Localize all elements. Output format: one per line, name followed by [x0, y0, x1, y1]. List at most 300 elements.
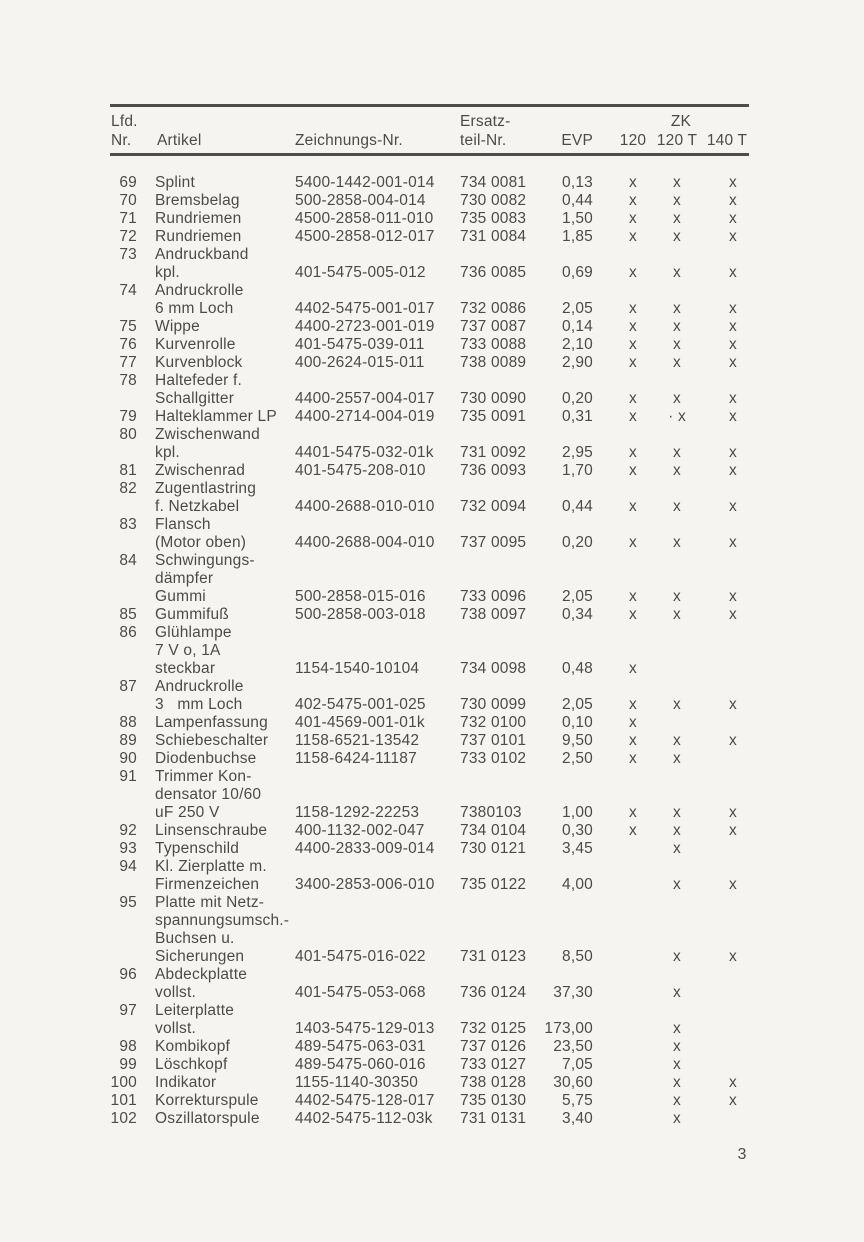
row-nr: 101	[110, 1092, 137, 1109]
table-row	[0, 858, 864, 894]
part-number: 733 0088	[460, 336, 527, 353]
price-evp: 2,05	[562, 696, 593, 713]
row-nr: 88	[119, 714, 137, 731]
zk-140t-mark: x	[729, 444, 737, 461]
price-evp: 1,85	[562, 228, 593, 245]
column-header-120: 120	[619, 132, 647, 149]
article-line: Schallgitter	[155, 390, 235, 407]
column-header-lfd-nr	[111, 112, 138, 150]
zk-140t-mark: x	[729, 228, 737, 245]
zk-120-mark: x	[629, 354, 637, 371]
zk-120t-mark: x	[673, 318, 681, 335]
zk-120t-mark: x	[673, 1020, 681, 1037]
price-evp: 2,05	[562, 300, 593, 317]
article-line: Splint	[155, 174, 195, 191]
drawing-number: 4402-5475-112-03k	[295, 1110, 433, 1127]
article-name	[155, 714, 305, 732]
zk-120-mark: x	[629, 318, 637, 335]
zk-140t-mark: x	[729, 354, 737, 371]
table-row	[0, 174, 864, 192]
part-number: 732 0100	[460, 714, 527, 731]
row-nr: 102	[110, 1110, 137, 1127]
drawing-number: 4401-5475-032-01k	[295, 444, 434, 461]
drawing-number: 500-2858-004-014	[295, 192, 426, 209]
price-evp: 0,10	[562, 714, 593, 731]
article-line: kpl.	[155, 264, 180, 281]
zk-140t-mark: x	[729, 1092, 737, 1109]
row-nr: 70	[119, 192, 137, 209]
table-row	[0, 228, 864, 246]
article-line: Schwingungs-	[155, 552, 255, 569]
zk-120t-mark: x	[673, 462, 681, 479]
article-name	[155, 1074, 305, 1092]
drawing-number: 1403-5475-129-013	[295, 1020, 435, 1037]
price-evp: 0,20	[562, 534, 593, 551]
part-number: 734 0098	[460, 660, 527, 677]
zk-120-mark: x	[629, 732, 637, 749]
table-row	[0, 1074, 864, 1092]
row-nr: 73	[119, 246, 137, 263]
price-evp: 0,30	[562, 822, 593, 839]
row-nr: 89	[119, 732, 137, 749]
zk-140t-mark: x	[729, 210, 737, 227]
article-line: steckbar	[155, 660, 216, 677]
drawing-number: 4400-2688-010-010	[295, 498, 435, 515]
zk-140t-mark: x	[729, 948, 737, 965]
article-name	[155, 678, 305, 714]
article-name	[155, 1038, 305, 1056]
part-number: 731 0084	[460, 228, 527, 245]
table-row	[0, 246, 864, 282]
drawing-number: 489-5475-060-016	[295, 1056, 426, 1073]
zk-120t-mark: x	[673, 822, 681, 839]
drawing-number: 1158-6424-11187	[295, 750, 417, 767]
table-row	[0, 678, 864, 714]
article-line: Haltefeder f.	[155, 372, 243, 389]
price-evp: 23,50	[553, 1038, 593, 1055]
row-nr: 86	[119, 624, 137, 641]
row-nr: 96	[119, 966, 137, 983]
article-line: Kl. Zierplatte m.	[155, 858, 267, 875]
table-row	[0, 516, 864, 552]
zk-120t-mark: x	[673, 696, 681, 713]
table-row	[0, 552, 864, 606]
zk-120-mark: x	[629, 588, 637, 605]
row-nr: 91	[119, 768, 137, 785]
article-line: Flansch	[155, 516, 211, 533]
row-nr: 79	[119, 408, 137, 425]
table-body	[0, 174, 864, 1128]
article-name	[155, 282, 305, 318]
zk-120-mark: x	[629, 228, 637, 245]
drawing-number: 401-5475-208-010	[295, 462, 426, 479]
table-row	[0, 1002, 864, 1038]
zk-120t-mark: x	[673, 210, 681, 227]
price-evp: 2,10	[562, 336, 593, 353]
part-number: 735 0083	[460, 210, 527, 227]
drawing-number: 4402-5475-001-017	[295, 300, 435, 317]
zk-120t-mark: x	[673, 336, 681, 353]
row-nr: 97	[119, 1002, 137, 1019]
zk-140t-mark: x	[729, 174, 737, 191]
zk-140t-mark: x	[729, 696, 737, 713]
price-evp: 7,05	[562, 1056, 593, 1073]
part-number: 732 0125	[460, 1020, 527, 1037]
column-group-header-zk: ZK	[670, 113, 692, 130]
price-evp: 8,50	[562, 948, 593, 965]
article-line: Gummifuß	[155, 606, 229, 623]
row-nr: 69	[119, 174, 137, 191]
part-number: 733 0127	[460, 1056, 527, 1073]
article-name	[155, 1110, 305, 1128]
drawing-number: 500-2858-003-018	[295, 606, 426, 623]
drawing-number: 1158-1292-22253	[295, 804, 420, 821]
zk-120t-mark: x	[673, 984, 681, 1001]
table-row	[0, 426, 864, 462]
part-number: 737 0126	[460, 1038, 527, 1055]
article-name	[155, 318, 305, 336]
header-ersatz-line2: teil-Nr.	[460, 132, 507, 149]
table-row	[0, 1038, 864, 1056]
zk-140t-mark: x	[729, 534, 737, 551]
table-row	[0, 966, 864, 1002]
zk-120t-mark: x	[673, 534, 681, 551]
price-evp: 5,75	[562, 1092, 593, 1109]
table-row	[0, 732, 864, 750]
part-number: 735 0091	[460, 408, 527, 425]
part-number: 732 0086	[460, 300, 527, 317]
drawing-number: 4500-2858-011-010	[295, 210, 434, 227]
row-nr: 90	[119, 750, 137, 767]
article-line: Linsenschraube	[155, 822, 268, 839]
zk-120t-mark: x	[673, 840, 681, 857]
article-line: Kurvenblock	[155, 354, 243, 371]
article-line: 7 V o, 1A	[155, 642, 221, 659]
part-number: 735 0122	[460, 876, 527, 893]
table-row	[0, 480, 864, 516]
zk-120t-mark: x	[673, 354, 681, 371]
price-evp: 30,60	[553, 1074, 593, 1091]
zk-120-mark: x	[629, 696, 637, 713]
table-row	[0, 372, 864, 408]
article-name	[155, 966, 305, 1002]
zk-120t-mark: x	[673, 588, 681, 605]
row-nr: 99	[119, 1056, 137, 1073]
price-evp: 0,48	[562, 660, 593, 677]
header-lfd-line1: Lfd.	[111, 113, 138, 130]
article-line: densator 10/60	[155, 786, 262, 803]
drawing-number: 5400-1442-001-014	[295, 174, 435, 191]
price-evp: 2,50	[562, 750, 593, 767]
drawing-number: 489-5475-063-031	[295, 1038, 426, 1055]
article-line: Zwischenrad	[155, 462, 246, 479]
column-header-evp: EVP	[561, 132, 593, 149]
row-nr: 87	[119, 678, 137, 695]
article-name	[155, 750, 305, 768]
article-name	[155, 246, 305, 282]
part-number: 733 0102	[460, 750, 527, 767]
article-line: uF 250 V	[155, 804, 220, 821]
price-evp: 0,20	[562, 390, 593, 407]
price-evp: 1,00	[562, 804, 593, 821]
article-line: f. Netzkabel	[155, 498, 240, 515]
drawing-number: 4400-2833-009-014	[295, 840, 435, 857]
part-number: 7380103	[460, 804, 522, 821]
header-ersatz-line1: Ersatz-	[460, 113, 511, 130]
zk-120-mark: x	[629, 408, 637, 425]
article-name	[155, 1002, 305, 1038]
zk-120t-mark: x	[673, 804, 681, 821]
drawing-number: 400-2624-015-011	[295, 354, 425, 371]
column-header-zeichnungs-nr: Zeichnungs-Nr.	[295, 132, 403, 149]
drawing-number: 1158-6521-13542	[295, 732, 420, 749]
article-line: Korrekturspule	[155, 1092, 259, 1109]
row-nr: 83	[119, 516, 137, 533]
zk-120t-mark: x	[673, 390, 681, 407]
drawing-number: 4400-2714-004-019	[295, 408, 435, 425]
article-line: Löschkopf	[155, 1056, 228, 1073]
article-name	[155, 858, 305, 894]
article-name	[155, 552, 305, 606]
zk-120t-mark: x	[673, 300, 681, 317]
zk-120t-mark: x	[673, 264, 681, 281]
row-nr: 72	[119, 228, 137, 245]
article-line: Buchsen u.	[155, 930, 235, 947]
article-line: Wippe	[155, 318, 200, 335]
article-line: Rundriemen	[155, 228, 242, 245]
zk-120t-mark: x	[673, 750, 681, 767]
article-line: Kombikopf	[155, 1038, 231, 1055]
table-row	[0, 750, 864, 768]
zk-140t-mark: x	[729, 462, 737, 479]
zk-120t-mark: x	[673, 876, 681, 893]
part-number: 738 0089	[460, 354, 527, 371]
zk-120t-mark: x	[673, 606, 681, 623]
drawing-number: 4500-2858-012-017	[295, 228, 435, 245]
article-name	[155, 480, 305, 516]
zk-120-mark: x	[629, 210, 637, 227]
article-name	[155, 426, 305, 462]
article-name	[155, 606, 305, 624]
price-evp: 1,50	[562, 210, 593, 227]
zk-140t-mark: x	[729, 822, 737, 839]
article-name	[155, 354, 305, 372]
article-name	[155, 372, 305, 408]
article-line: Kurvenrolle	[155, 336, 236, 353]
part-number: 734 0104	[460, 822, 527, 839]
table-row	[0, 336, 864, 354]
article-line: Gummi	[155, 588, 206, 605]
part-number: 731 0123	[460, 948, 527, 965]
article-line: Rundriemen	[155, 210, 242, 227]
table-row	[0, 840, 864, 858]
table-row	[0, 606, 864, 624]
table-row	[0, 1092, 864, 1110]
part-number: 734 0081	[460, 174, 527, 191]
table-row	[0, 822, 864, 840]
row-nr: 74	[119, 282, 137, 299]
article-line: Glühlampe	[155, 624, 232, 641]
part-number: 737 0101	[460, 732, 527, 749]
zk-120-mark: x	[629, 750, 637, 767]
article-line: 3 mm Loch	[155, 696, 243, 713]
zk-120t-mark: x	[673, 174, 681, 191]
drawing-number: 401-5475-053-068	[295, 984, 426, 1001]
article-name	[155, 768, 305, 822]
price-evp: 9,50	[562, 732, 593, 749]
table-header	[0, 112, 864, 152]
zk-140t-mark: x	[729, 336, 737, 353]
part-number: 737 0087	[460, 318, 527, 335]
price-evp: 3,45	[562, 840, 593, 857]
article-line: Zwischenwand	[155, 426, 260, 443]
drawing-number: 4400-2557-004-017	[295, 390, 435, 407]
row-nr: 80	[119, 426, 137, 443]
zk-140t-mark: x	[729, 876, 737, 893]
price-evp: 0,14	[562, 318, 593, 335]
drawing-number: 1155-1140-30350	[295, 1074, 419, 1091]
article-name	[155, 732, 305, 750]
row-nr: 98	[119, 1038, 137, 1055]
article-name	[155, 1092, 305, 1110]
zk-140t-mark: x	[729, 498, 737, 515]
article-line: Andruckrolle	[155, 282, 244, 299]
article-line: spannungsumsch.-	[155, 912, 290, 929]
row-nr: 77	[119, 354, 137, 371]
article-name	[155, 462, 305, 480]
page-number: 3	[737, 1146, 747, 1163]
article-line: kpl.	[155, 444, 180, 461]
row-nr: 94	[119, 858, 137, 875]
part-number: 735 0130	[460, 1092, 527, 1109]
zk-140t-mark: x	[729, 1074, 737, 1091]
table-row	[0, 282, 864, 318]
zk-120-mark: x	[629, 390, 637, 407]
row-nr: 100	[110, 1074, 137, 1091]
row-nr: 82	[119, 480, 137, 497]
row-nr: 93	[119, 840, 137, 857]
price-evp: 1,70	[562, 462, 593, 479]
article-name	[155, 840, 305, 858]
zk-120-mark: x	[629, 300, 637, 317]
zk-120t-mark: x	[673, 192, 681, 209]
price-evp: 173,00	[544, 1020, 593, 1037]
zk-140t-mark: x	[729, 264, 737, 281]
zk-140t-mark: x	[729, 390, 737, 407]
article-name	[155, 192, 305, 210]
row-nr: 92	[119, 822, 137, 839]
article-name	[155, 210, 305, 228]
part-number: 730 0082	[460, 192, 527, 209]
part-number: 736 0093	[460, 462, 527, 479]
table-row	[0, 354, 864, 372]
zk-120t-mark: x	[673, 1110, 681, 1127]
drawing-number: 500-2858-015-016	[295, 588, 426, 605]
article-line: vollst.	[155, 1020, 197, 1037]
table-row	[0, 894, 864, 966]
row-nr: 81	[119, 462, 137, 479]
article-line: Indikator	[155, 1074, 217, 1091]
zk-140t-mark: x	[729, 318, 737, 335]
zk-120t-mark: x	[673, 948, 681, 965]
row-nr: 84	[119, 552, 137, 569]
zk-120-mark: x	[629, 174, 637, 191]
table-row	[0, 318, 864, 336]
zk-120t-mark: x	[673, 1074, 681, 1091]
price-evp: 37,30	[553, 984, 593, 1001]
drawing-number: 402-5475-001-025	[295, 696, 426, 713]
zk-140t-mark: x	[729, 588, 737, 605]
part-number: 730 0099	[460, 696, 527, 713]
article-line: Zugentlastring	[155, 480, 257, 497]
row-nr: 78	[119, 372, 137, 389]
zk-120t-mark: x	[673, 732, 681, 749]
table-row	[0, 408, 864, 426]
price-evp: 0,31	[562, 408, 593, 425]
zk-140t-mark: x	[729, 192, 737, 209]
zk-120-mark: x	[629, 498, 637, 515]
price-evp: 0,44	[562, 498, 593, 515]
header-rule-top	[110, 104, 749, 107]
part-number: 731 0092	[460, 444, 527, 461]
table-row	[0, 1056, 864, 1074]
part-number: 736 0085	[460, 264, 527, 281]
drawing-number: 4400-2688-004-010	[295, 534, 435, 551]
price-evp: 4,00	[562, 876, 593, 893]
zk-140t-mark: x	[729, 300, 737, 317]
row-nr: 75	[119, 318, 137, 335]
article-line: (Motor oben)	[155, 534, 247, 551]
table-row	[0, 210, 864, 228]
part-number: 731 0131	[460, 1110, 527, 1127]
price-evp: 3,40	[562, 1110, 593, 1127]
price-evp: 2,95	[562, 444, 593, 461]
zk-120t-mark: x	[673, 498, 681, 515]
part-number: 733 0096	[460, 588, 527, 605]
drawing-number: 401-5475-016-022	[295, 948, 426, 965]
article-line: Oszillatorspule	[155, 1110, 260, 1127]
zk-120-mark: x	[629, 606, 637, 623]
zk-120-mark: x	[629, 336, 637, 353]
article-line: Andruckrolle	[155, 678, 244, 695]
zk-120-mark: x	[629, 462, 637, 479]
article-name	[155, 228, 305, 246]
part-number: 730 0121	[460, 840, 527, 857]
column-header-artikel: Artikel	[157, 132, 202, 149]
zk-120t-mark: x	[673, 1056, 681, 1073]
article-line: Halteklammer LP	[155, 408, 277, 425]
drawing-number: 4400-2723-001-019	[295, 318, 435, 335]
article-name	[155, 822, 305, 840]
drawing-number: 401-4569-001-01k	[295, 714, 425, 731]
price-evp: 2,05	[562, 588, 593, 605]
drawing-number: 3400-2853-006-010	[295, 876, 435, 893]
article-name	[155, 408, 305, 426]
table-row	[0, 192, 864, 210]
article-line: Firmenzeichen	[155, 876, 260, 893]
row-nr: 76	[119, 336, 137, 353]
header-rule-bottom	[110, 153, 749, 156]
article-name	[155, 624, 305, 678]
article-line: Bremsbelag	[155, 192, 240, 209]
part-number: 737 0095	[460, 534, 527, 551]
article-line: Sicherungen	[155, 948, 245, 965]
zk-120t-mark: x	[673, 228, 681, 245]
zk-140t-mark: x	[729, 804, 737, 821]
article-line: Trimmer Kon-	[155, 768, 252, 785]
table-row	[0, 768, 864, 822]
article-line: Abdeckplatte	[155, 966, 248, 983]
